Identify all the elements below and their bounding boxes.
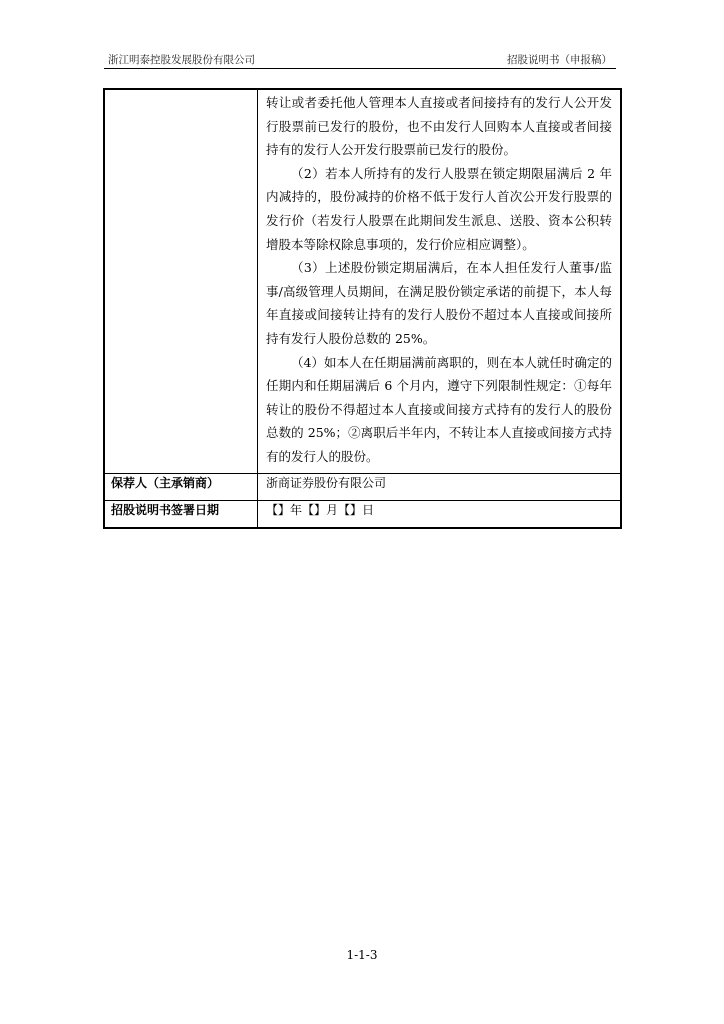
lockup-paragraph-2: （2）若本人所持有的发行人股票在锁定期限届满后 2 年内减持的，股份减持的价格不低于发行人首次公开发行股票的发行价（若发行人股票在此期间发生派息、送股、资本公积转增股本等除权除息事项的，发行价应相应调整）。 [266, 165, 612, 252]
sponsor-label: 保荐人（主承销商） [104, 473, 258, 500]
lockup-paragraph-3: （3）上述股份锁定期届满后，在本人担任发行人董事/监事/高级管理人员期间，在满足股份锁定承诺的前提下，本人每年直接或间接转让持有的发行人股份不超过本人直接或间接所持有发行人股份总数的 25%。 [266, 260, 612, 346]
lockup-paragraph-4: （4）如本人在任期届满前离职的，则在本人就任时确定的任期内和任期届满后 6 个月内，遵守下列限制性规定：①每年转让的股份不得超过本人直接或间接方式持有的发行人的股份总数的 25%；②离职后半年内，不转让本人直接或间接方式持有的发行人的股份。 [266, 354, 612, 464]
sponsor-value: 浙商证券股份有限公司 [258, 473, 622, 500]
lockup-commitment-cell [258, 89, 622, 473]
table-row-sponsor [104, 473, 621, 500]
lockup-paragraph-1: 转让或者委托他人管理本人直接或者间接持有的发行人公开发行股票前已发行的股份，也不由发行人回购本人直接或者间接持有的发行人公开发行股票前已发行的股份。 [266, 95, 612, 158]
signing-date-label: 招股说明书签署日期 [104, 500, 258, 528]
header-company-name: 浙江明泰控股发展股份有限公司 [108, 54, 255, 66]
table-row-lockup-commitment [104, 89, 621, 473]
page-number: 1-1-3 [346, 948, 378, 962]
page-header [104, 50, 616, 68]
lockup-label-cell [104, 89, 258, 473]
table-row-signing-date [104, 500, 621, 528]
header-document-title: 招股说明书（申报稿） [507, 54, 612, 66]
prospectus-info-table [103, 88, 622, 529]
signing-date-value: 【】年【】月【】日 [258, 500, 622, 528]
header-divider [104, 68, 616, 69]
